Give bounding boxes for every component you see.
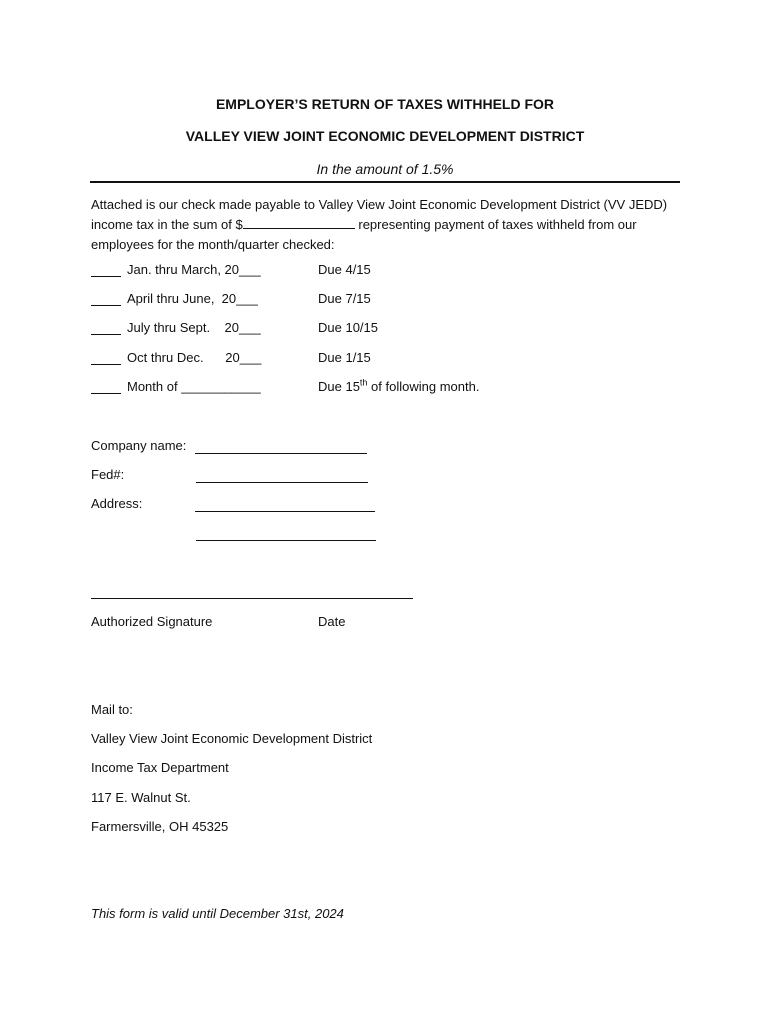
period-checkbox-line[interactable] (91, 393, 121, 394)
company-name-label: Company name: (91, 438, 187, 453)
mail-address-line4: Farmersville, OH 45325 (91, 819, 229, 834)
date-label: Date (318, 614, 346, 629)
period-checkbox-line[interactable] (91, 305, 121, 306)
period-checkbox-line[interactable] (91, 334, 121, 335)
period-label: Jan. thru March, 20___ (127, 262, 261, 277)
period-due: Due 1/15 (318, 350, 371, 365)
due-superscript: th (359, 377, 368, 388)
intro-text-part1: Attached is our check made payable to Valley View Joint Economic Development District (VV JEDD) income tax in the sum of $ (91, 197, 668, 232)
fed-number-field[interactable] (196, 482, 368, 483)
period-label: Month of ___________ (127, 379, 261, 394)
due-suffix: of following month. (367, 379, 480, 394)
period-due: Due 4/15 (318, 262, 371, 277)
period-checkbox-line[interactable] (91, 276, 121, 277)
address-label: Address: (91, 496, 143, 511)
period-due: Due 10/15 (318, 320, 378, 335)
address-field-line1[interactable] (195, 511, 375, 512)
mail-to-heading: Mail to: (91, 702, 133, 717)
signature-line[interactable] (91, 598, 413, 599)
signature-label: Authorized Signature (91, 614, 213, 629)
form-title-line2: VALLEY VIEW JOINT ECONOMIC DEVELOPMENT DISTRICT (185, 128, 585, 144)
period-label: July thru Sept. 20___ (127, 320, 261, 335)
company-name-field[interactable] (195, 453, 367, 454)
period-label: Oct thru Dec. 20___ (127, 350, 262, 365)
mail-address-line3: 117 E. Walnut St. (91, 790, 191, 805)
amount-blank[interactable] (243, 216, 355, 229)
validity-note: This form is valid until December 31st, 2024 (91, 906, 344, 921)
fed-number-label: Fed#: (91, 467, 125, 482)
address-field-line2[interactable] (196, 540, 376, 541)
intro-paragraph (91, 195, 671, 255)
period-due: Due 7/15 (318, 291, 371, 306)
mail-address-line1: Valley View Joint Economic Development District (91, 731, 373, 746)
intro-text-part2: representing payment of taxes withheld from our employees for the month/quarter checked: (91, 217, 637, 252)
mail-address-line2: Income Tax Department (91, 760, 229, 775)
period-checkbox-line[interactable] (91, 364, 121, 365)
form-title-line1: EMPLOYER’S RETURN OF TAXES WITHHELD FOR (215, 96, 555, 112)
period-due-monthly (318, 379, 479, 394)
period-label: April thru June, 20___ (127, 291, 258, 306)
due-prefix: Due 15 (318, 379, 360, 394)
title-divider (90, 181, 680, 183)
form-subtitle: In the amount of 1.5% (316, 161, 454, 177)
